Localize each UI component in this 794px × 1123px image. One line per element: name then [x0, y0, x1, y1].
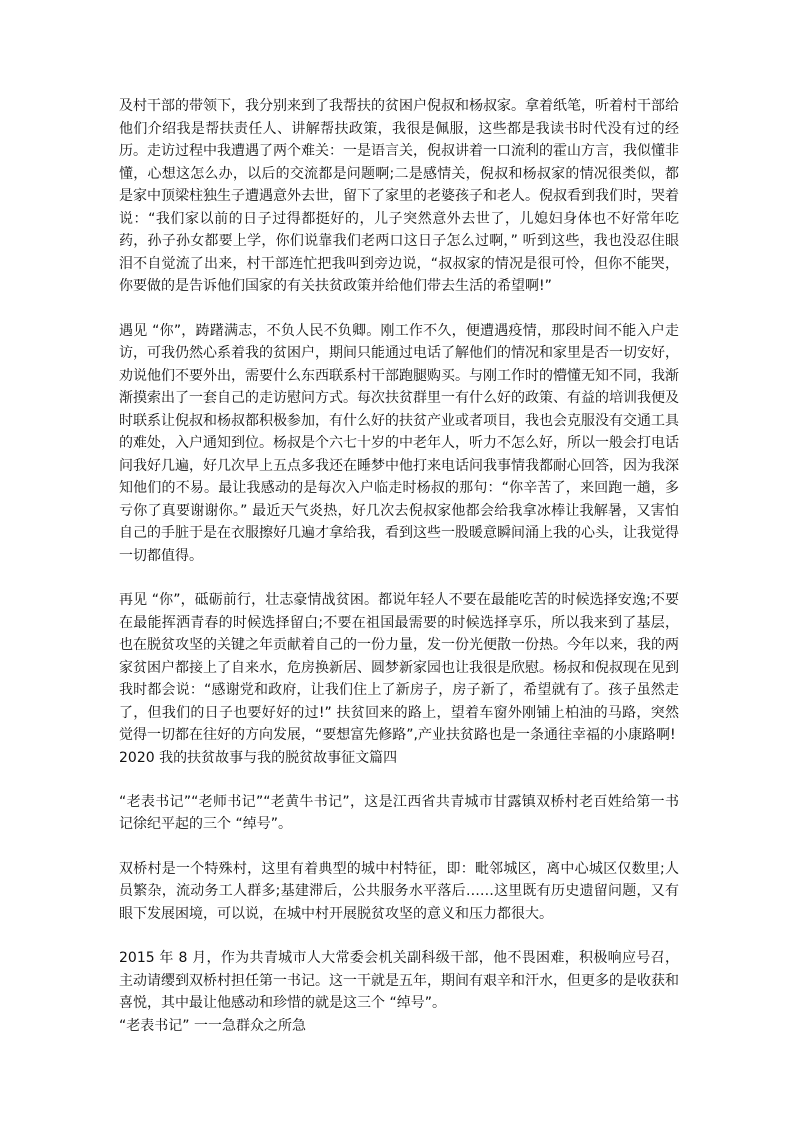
paragraph-1: 及村干部的带领下，我分别来到了我帮扶的贫困户倪叔和杨叔家。拿着纸笔，听着村干部给他们介绍我是帮扶责任人、讲解帮扶政策，我很是佩服，这些都是我读书时代没有过的经历。走访过程中我遭遇了两个难关：一是语言关，倪叔讲着一口流利的霍山方言，我似懂非懂，心想这怎么办，以后的交流都是问题啊;二是感情关，倪叔和杨叔家的情况很类似，都是家中顶梁柱独生子遭遇意外去世，留下了家里的老婆孩子和老人。倪叔看到我们时，哭着说：“我们家以前的日子过得都挺好的，儿子突然意外去世了，儿媳妇身体也不好常年吃药，孙子孙女都要上学，你们说靠我们老两口这日子怎么过啊，” 听到这些，我也没忍住眼泪不自觉流了出来，村干部连忙把我叫到旁边说，“叔叔家的情况是很可怜，但你不能哭，你要做的是告诉他们国家的有关扶贫政策并给他们带去生活的希望啊!”	[119, 98, 679, 294]
paragraph-5: 双桥村是一个特殊村，这里有着典型的城中村特征，即：毗邻城区，离中心城区仅数里;人员繁杂，流动务工人群多;基建滞后，公共服务水平落后……这里既有历史遗留问题，又有眼下发展困境，可以说，在城中村开展脱贫攻坚的意义和压力都很大。	[119, 860, 679, 922]
paragraph-3: 再见 “你”，砥砺前行，壮志豪情战贫困。都说年轻人不要在最能吃苦的时候选择安逸;不要在最能挥洒青春的时候选择留白;不要在祖国最需要的时候选择享乐，所以我来到了基层，也在脱贫攻坚的关键之年贡献着自己的一份力量，发一份光便散一份热。今年以来，我的两家贫困户都接上了自来水，危房换新居、圆梦新家园也让我很是欣慰。杨叔和倪叔现在见到我时都会说：“感谢党和政府，让我们住上了新房子，房子新了，希望就有了。孩子虽然走了，但我们的日子也要好好的过!” 扶贫回来的路上，望着车窗外刚铺上柏油的马路，突然觉得一切都在往好的方向发展，“要想富先修路”,产业扶贫路也是一条通往幸福的小康路啊!	[119, 592, 679, 743]
sub-heading: “老表书记” 一一急群众之所急	[119, 1017, 306, 1034]
paragraph-6: 2015 年 8 月，作为共青城市人大常委会机关副科级干部，他不畏困难，积极响应号召，主动请缨到双桥村担任第一书记。这一干就是五年，期间有艰辛和汗水，但更多的是收获和喜悦，其中最让他感动和珍惜的就是这三个 “绰号”。	[119, 950, 679, 1011]
section-heading: 2020 我的扶贫故事与我的脱贫故事征文篇四	[119, 749, 398, 766]
paragraph-2: 遇见 “你”，踌躇满志，不负人民不负卿。刚工作不久，便遭遇疫情，那段时间不能入户走访，可我仍然心系着我的贫困户，期间只能通过电话了解他们的情况和家里是否一切安好，劝说他们不要外出，需要什么东西联系村干部跑腿购买。与刚工作时的懵懂无知不同，我渐渐摸索出了一套自己的走访慰问方式。每次扶贫群里一有什么好的政策、有益的培训我便及时联系让倪叔和杨叔都积极参加，有什么好的扶贫产业或者项目，我也会克服没有交通工具的难处，入户通知到位。杨叔是个六七十岁的中老年人，听力不怎么好，所以一般会打电话问我好几遍，好几次早上五点多我还在睡梦中他打来电话问我事情我都耐心回答，因为我深知他们的不易。最让我感动的是每次入户临走时杨叔的那句：“你辛苦了，来回跑一趟，多亏你了真要谢谢你。” 最近天气炎热，好几次去倪叔家他都会给我拿冰棒让我解暑，又害怕自己的手脏于是在衣服擦好几遍才拿给我，看到这些一股暖意瞬间涌上我的心头，让我觉得一切都值得。	[119, 322, 679, 564]
paragraph-4: “老表书记”“老师书记”“老黄牛书记”，这是江西省共青城市甘露镇双桥村老百姓给第一书记徐纪平起的三个 “绰号”。	[119, 793, 679, 832]
document-body	[119, 95, 679, 1037]
